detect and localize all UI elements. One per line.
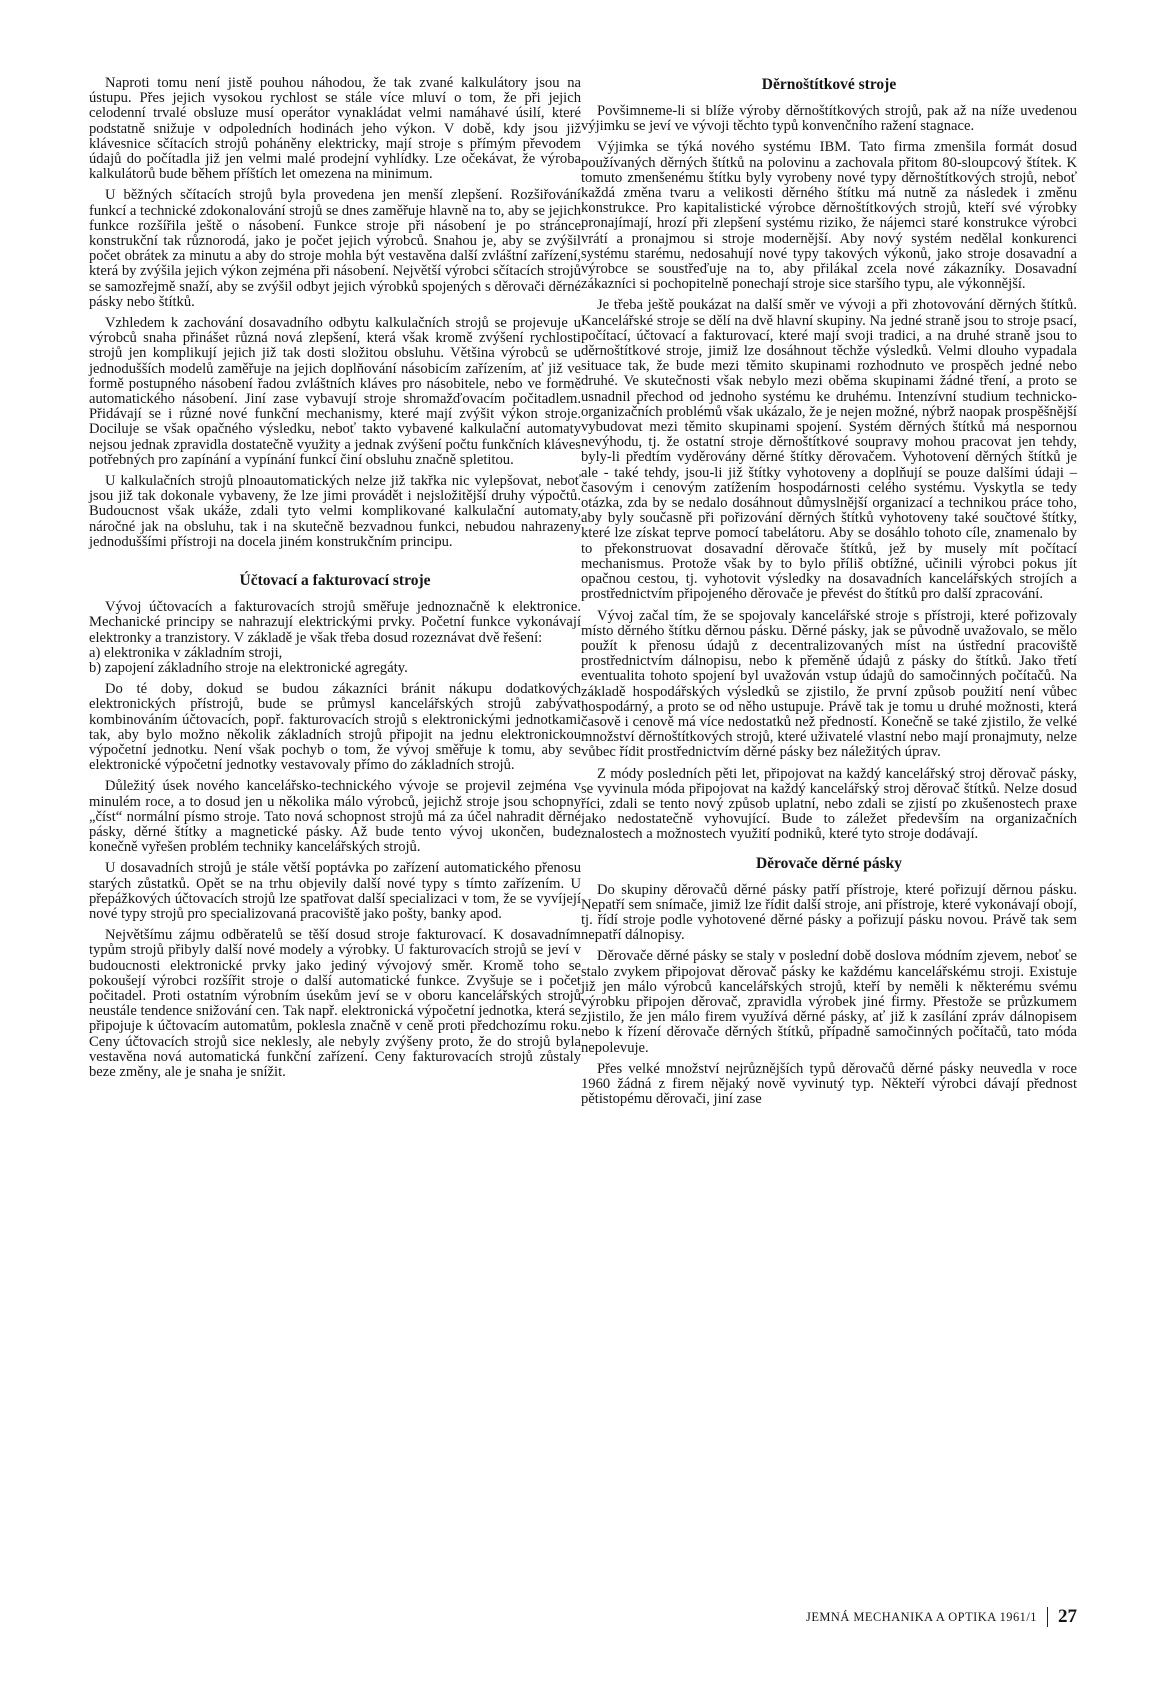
paragraph: Vývoj začal tím, že se spojovaly kancelářské stroje s přístroji, které pořizovaly místo děrného štítku děrnou pásku. Děrné pásky, jak se původně uvažovalo, se mělo použít k přenosu údajů z decentralizovaných míst na ústřední pracoviště prostřednictvím dálnopisu, nebo k přeměně údajů z pásky do štítků. Jako třetí eventualita tohoto spojení byl uvažován vstup údajů do samočinných počítačů. Na základě hospodářských výsledků se zjistilo, že první způsob použití není vůbec hospodárný, a proto se od něho ustupuje. Právě tak je tomu u druhé možnosti, která časově i cenově má více nedostatků než předností. Konečně se také zjistilo, že velké množství děrnoštítkových strojů, které uživatelé vlastní nebo mají pronajmuty, nelze vůbec řídit prostřednictvím děrné pásky bez náležitých úprav.	[581, 607, 1077, 761]
footer-divider	[1047, 1607, 1048, 1627]
paragraph: Do skupiny děrovačů děrné pásky patří přístroje, které pořizují děrnou pásku. Nepatří sem snímače, jimiž lze řídit další stroje, ani přístroje, které vykonávají obojí, tj. řídí stroje podle vyhotovené děrné pásky a pořizují pásku novou. Právě tak sem nepatří dálnopisy.	[581, 881, 1077, 944]
paragraph: Naproti tomu není jistě pouhou náhodou, že tak zvané kalkulátory jsou na ústupu. Přes jejich vysokou rychlost se stále více mluví o tom, že při jejich celodenní trvalé obsluze musí operátor vynakládat velmi namáhavé úsilí, které podstatně snižuje v odpoledních hodinách jeho výkon. V době, kdy jsou již klávesnice sčítacích strojů poháněny elektricky, mají stroje s přímým převodem údajů do počítadla již jen velmi malé prodejní vyhlídky. Lze očekávat, že výroba kalkulátorů bude během příštích let omezena na minimum.	[89, 75, 581, 183]
paragraph: Je třeba ještě poukázat na další směr ve vývoji a při zhotovování děrných štítků. Kancelářské stroje se dělí na dvě hlavní skupiny. Na jedné straně jsou to stroje psací, počítací, účtovací a fakturovací, které mají svoji tradici, a na druhé straně jsou to děrnoštítkové stroje, jimiž lze dosáhnout těchže výsledků. Velmi dlouho vypadala situace tak, že bude mezi těmito skupinami rozhodnuto ve prospěch jedné nebo druhé. Ve skutečnosti však nebylo mezi oběma skupinami žádné tření, a proto se usnadnil přechod od jednoho systému ke druhému. Intenzívní studium technicko-organizačních problémů však ukázalo, že je nejen možné, nýbrž naopak prospěšnější vybudovat mezi těmito skupinami spojení. Systém děrných štítků má nespornou nevýhodu, tj. že ostatní stroje děrnoštítkové soupravy mohou pracovat jen tehdy, byly-li předtím vyděrovány děrné štítky děrovačem. Vyhotovení děrných štítků je ale - také tehdy, jsou-li již štítky vyhotoveny a doplňují se pouze dalšími údaji – časovým i cenovým zatížením hospodárnosti celého systému. Vyskytla se tedy otázka, zda by se nedalo dosáhnout důmyslnější organizací a technikou práce toho, aby byly současně při pořizování děrných štítků vyhotoveny také součtové štítky, které lze získat teprve pomocí tabelátoru. Aby se dosáhlo tohoto cíle, znamenalo by to překonstruovat dosavadní děrovače štítků, jež by musely mít počítací mechanismus. Protože však by to bylo příliš obtížné, učinili výrobci pokus jít opačnou cestou, tj. vyhotovit výsledky na dosavadních kancelářských strojích a prostřednictvím připojeného děrovače je převést do štítků pro další zpracování.	[581, 297, 1077, 603]
paragraph: U dosavadních strojů je stále větší poptávka po zařízení automatického přenosu starých zůstatků. Opět se na trhu objevily další nové typy s tímto zařízením. U přepážkových účtovacích strojů lze spatřovat další specializaci v tom, že se vyvíjejí nové typy strojů pro specializovaná pracoviště jako pošty, banky apod.	[89, 860, 581, 922]
list-item: b) zapojení základního stroje na elektronické agregáty.	[89, 659, 408, 676]
section-heading: Děrovače děrné pásky	[755, 854, 903, 872]
list-item: a) elektronika v základním stroji,	[89, 644, 283, 661]
section-heading: Děrnoštítkové stroje	[761, 76, 897, 93]
paragraph: Vývoj účtovacích a fakturovacích strojů směřuje jednoznačně k elektronice. Mechanické principy se nahrazují elektrickými prvky. Početní funkce vykonávají elektronky a tranzistory. V základě je však třeba dosud rozeznávat dvě řešení:	[89, 599, 581, 646]
paragraph: Povšimneme-li si blíže výroby děrnoštítkových strojů, pak až na níže uvedenou výjimku se jeví ve vývoji těchto typů konvenčního ražení stagnace.	[581, 103, 1077, 135]
paragraph: Děrovače děrné pásky se staly v poslední době doslova módním zjevem, neboť se stalo zvykem připojovat děrovač pásky ke každému kancelářskému stroji. Existuje již jen málo výrobců kancelářských strojů, kteří by neměli k některému svému výrobku připojen děrovač, zpravidla výrobek jiné firmy. Přestože se průzkumem zjistilo, že jen málo firem využívá děrné pásky, ať již k zasílání zpráv dálnopisem nebo k řízení děrovače děrných štítků, případně samočinných počítačů, tato móda nepolevuje.	[581, 948, 1077, 1056]
paragraph: Z módy posledních pěti let, připojovat na každý kancelářský stroj děrovač pásky, se vyvinula móda připojovat na každý kancelářský stroj děrovač štítků. Nelze dosud říci, zdali se tento nový způsob uplatní, nebo zdali se zjistí po zkušenostech praxe jako nedostatečně vyhovující. Bude to záležet především na organizačních znalostech a možnostech využití podniků, které tyto stroje dodávají.	[581, 765, 1077, 843]
paragraph: U běžných sčítacích strojů byla provedena jen menší zlepšení. Rozšiřování funkcí a technické zdokonalování strojů se dnes zaměřuje hlavně na to, aby se jejich funkce rozšířila ještě o násobení. Funkce stroje při násobení je po stránce konstrukční tak různorodá, jako je počet jejich výrobců. Snahou je, aby se zvýšil počet obrátek za minutu a aby do stroje mohla být vestavěna další zvláštní zařízení, která by zvýšila jejich výkon zejména při násobení. Největší výrobci sčítacích strojů se samozřejmě snaží, aby se zvýšil odbyt jejich výrobků spojených s děrovači děrné pásky nebo štítků.	[89, 187, 581, 310]
right-column	[581, 76, 1077, 1113]
paragraph: Největšímu zájmu odběratelů se těší dosud stroje fakturovací. K dosavadním typům strojů přibyly další nové modely a výrobky. U fakturovacích strojů se jeví v budoucnosti elektronické prvky jako jediný vývojový směr. Kromě toho se pokoušejí výrobci rozšířit stroje o další automatické funkce. Zvyšuje se i počet počitadel. Proti ostatním výrobním úsekům jeví se v oboru kancelářských strojů neustále tendence snižování cen. Tak např. elektronická výpočetní jednotka, která se připojuje k účtovacím automatům, poklesla značně v ceně proti předchozímu roku. Ceny účtovacích strojů sice neklesly, ale nebyly zvýšeny proto, že do strojů byla vestavěna nová automatická funkční zařízení. Ceny fakturovacích strojů zůstaly beze změny, ale je snaha je snížit.	[89, 927, 581, 1080]
page-footer	[806, 1606, 1077, 1628]
paragraph: Důležitý úsek nového kancelářsko-technického vývoje se projevil zejména v minulém roce, a to dosud jen u několika málo výrobců, jejichž stroje jsou schopny „číst“ normální písmo stroje. Tato nová schopnost strojů má za účel nahradit děrné pásky, děrné štítky a magnetické pásky. Až bude tento vývoj ukončen, bude konečně vyřešen problém techniky kancelářských strojů.	[89, 778, 581, 856]
paragraph: Vzhledem k zachování dosavadního odbytu kalkulačních strojů se projevuje u výrobců snaha přinášet různá nová zlepšení, která však kromě zvýšení rychlosti strojů jen komplikují jejich již tak dosti složitou obsluhu. Většina výrobců se u jednodušších modelů zaměřuje na jejich doplňování násobicím zařízením, ať již ve formě postupného násobení řadou zvláštních kláves pro násobitele, nebo ve formě automatického násobení. Jiní zase vybavují stroje shromažďovacím počitadlem. Přidávají se i různé nové funkční mechanismy, které mají zvýšit výkon stroje. Dociluje se však opačného výsledku, neboť takto vybavené kalkulační automaty nejsou jednak zpravidla dostatečně využity a jednak zvýšení počtu funkčních kláves potřebných pro zapínání a vypínání funkcí činí obsluhu značně spletitou.	[89, 315, 581, 468]
paragraph: Do té doby, dokud se budou zákazníci bránit nákupu dodatkových elektronických přístrojů, bude se průmysl kancelářských strojů zabývat kombinováním účtovacích, popř. fakturovacích strojů s elektronickými jednotkami tak, aby bylo možno několik základních strojů připojit na jednu elektronickou výpočetní jednotku. Není však pochyb o tom, že vývoj směřuje k tomu, aby se elektronické výpočetní jednotky vestavovaly přímo do základních strojů.	[89, 681, 581, 774]
page-number: 27	[1058, 1606, 1077, 1627]
section-heading: Účtovací a fakturovací stroje	[239, 572, 431, 590]
paragraph: Výjimka se týká nového systému IBM. Tato firma zmenšila formát dosud používaných děrných štítků na polovinu a zachovala přitom 80-sloupcový štítek. K tomuto zmenšenému štítku byly vyrobeny nové typy děrnoštítkových strojů, neboť každá změna tvaru a velikosti děrného štítku má nutně za následek i změnu konstrukce. Pro kapitalistické výrobce děrnoštítkových strojů, kteří své výrobky pronajímají, hrozí při zlepšení systému riziko, že nájemci staré konstrukce výrobci vrátí a pronajmou si stroje modernější. Aby nový systém nedělal konkurenci systému starému, nedosahují nové typy takových výkonů, jako stroje dosavadní a výrobce se soustřeďuje na to, aby přilákal zcela nové zákazníky. Dosavadní zákazníci si pochopitelně ponechají stroje sice staršího typu, ale výkonnější.	[581, 139, 1077, 293]
publication-name: JEMNÁ MECHANIKA A OPTIKA 1961/1	[806, 1609, 1037, 1624]
left-column	[89, 76, 581, 1086]
paragraph: Přes velké množství nejrůznějších typů děrovačů děrné pásky neuvedla v roce 1960 žádná z firem nějaký nově vyvinutý typ. Někteří výrobci dávají přednost pětistopému děrovači, jiní zase	[581, 1060, 1077, 1108]
paragraph: U kalkulačních strojů plnoautomatických nelze již takřka nic vylepšovat, neboť jsou již tak dokonale vybaveny, že lze jimi provádět i nejsložitější druhy výpočtů. Budoucnost však ukáže, zdali tyto velmi komplikované kalkulační automaty, náročné jak na obsluhu, tak i na skutečně bezvadnou funkci, nebudou nahrazeny jednoduššími přístroji na docela jiném konstrukčním principu.	[89, 473, 581, 550]
